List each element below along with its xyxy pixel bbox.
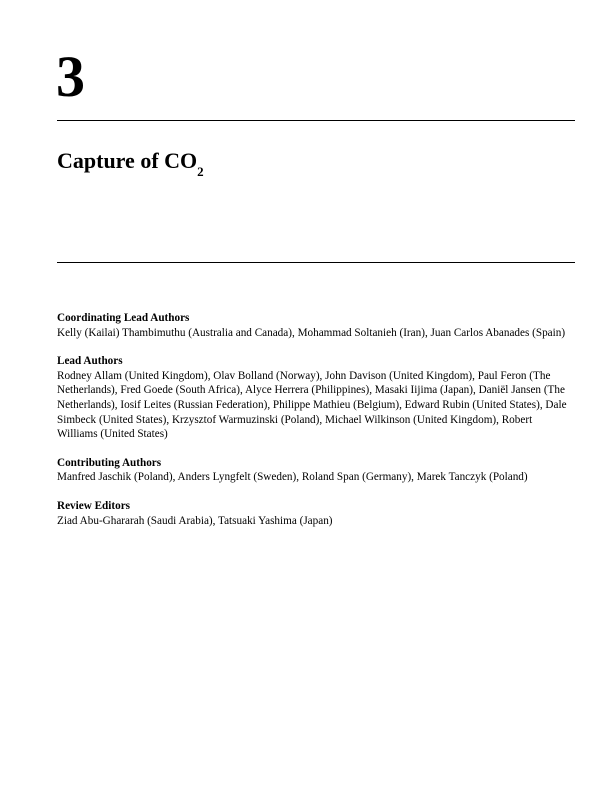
chapter-number: 3 xyxy=(56,44,85,109)
section-contributing-authors xyxy=(57,456,575,485)
author-list xyxy=(57,311,575,542)
section-heading: Coordinating Lead Authors xyxy=(57,312,190,324)
top-rule xyxy=(57,120,575,121)
section-lead-authors xyxy=(57,354,575,442)
section-coordinating-lead-authors xyxy=(57,311,575,340)
section-heading: Lead Authors xyxy=(57,355,123,368)
section-review-editors xyxy=(57,499,575,528)
section-body: Ziad Abu-Ghararah (Saudi Arabia), Tatsuaki Yashima (Japan) xyxy=(57,514,333,527)
chapter-title-subscript: 2 xyxy=(197,164,204,179)
bottom-rule xyxy=(57,262,575,263)
chapter-title xyxy=(57,148,204,179)
section-body: Rodney Allam (United Kingdom), Olav Bolland (Norway), John Davison (United Kingdom), Paul Feron (The Netherlands), Fred Goede (South Africa), Alyce Herrera (Philippines), Masaki Iijima (Japan), Daniël Jansen (The Netherlands), Iosif Leites (Russian Federation), Philippe Mathieu (Belgium), Edward Rubin (United States), Dale Simbeck (United States), Krzysztof Warmuzinski (Poland), Michael Wilkinson (United Kingdom), Robert Williams (United States) xyxy=(57,369,567,441)
section-body: Kelly (Kailai) Thambimuthu (Australia and Canada), Mohammad Soltanieh (Iran), Juan Carlos Abanades (Spain) xyxy=(57,326,566,339)
section-heading: Review Editors xyxy=(57,499,131,512)
chapter-title-main: Capture of CO xyxy=(57,148,198,173)
section-body: Manfred Jaschik (Poland), Anders Lyngfelt (Sweden), Roland Span (Germany), Marek Tanczyk (Poland) xyxy=(57,471,528,484)
section-heading: Contributing Authors xyxy=(57,456,162,469)
